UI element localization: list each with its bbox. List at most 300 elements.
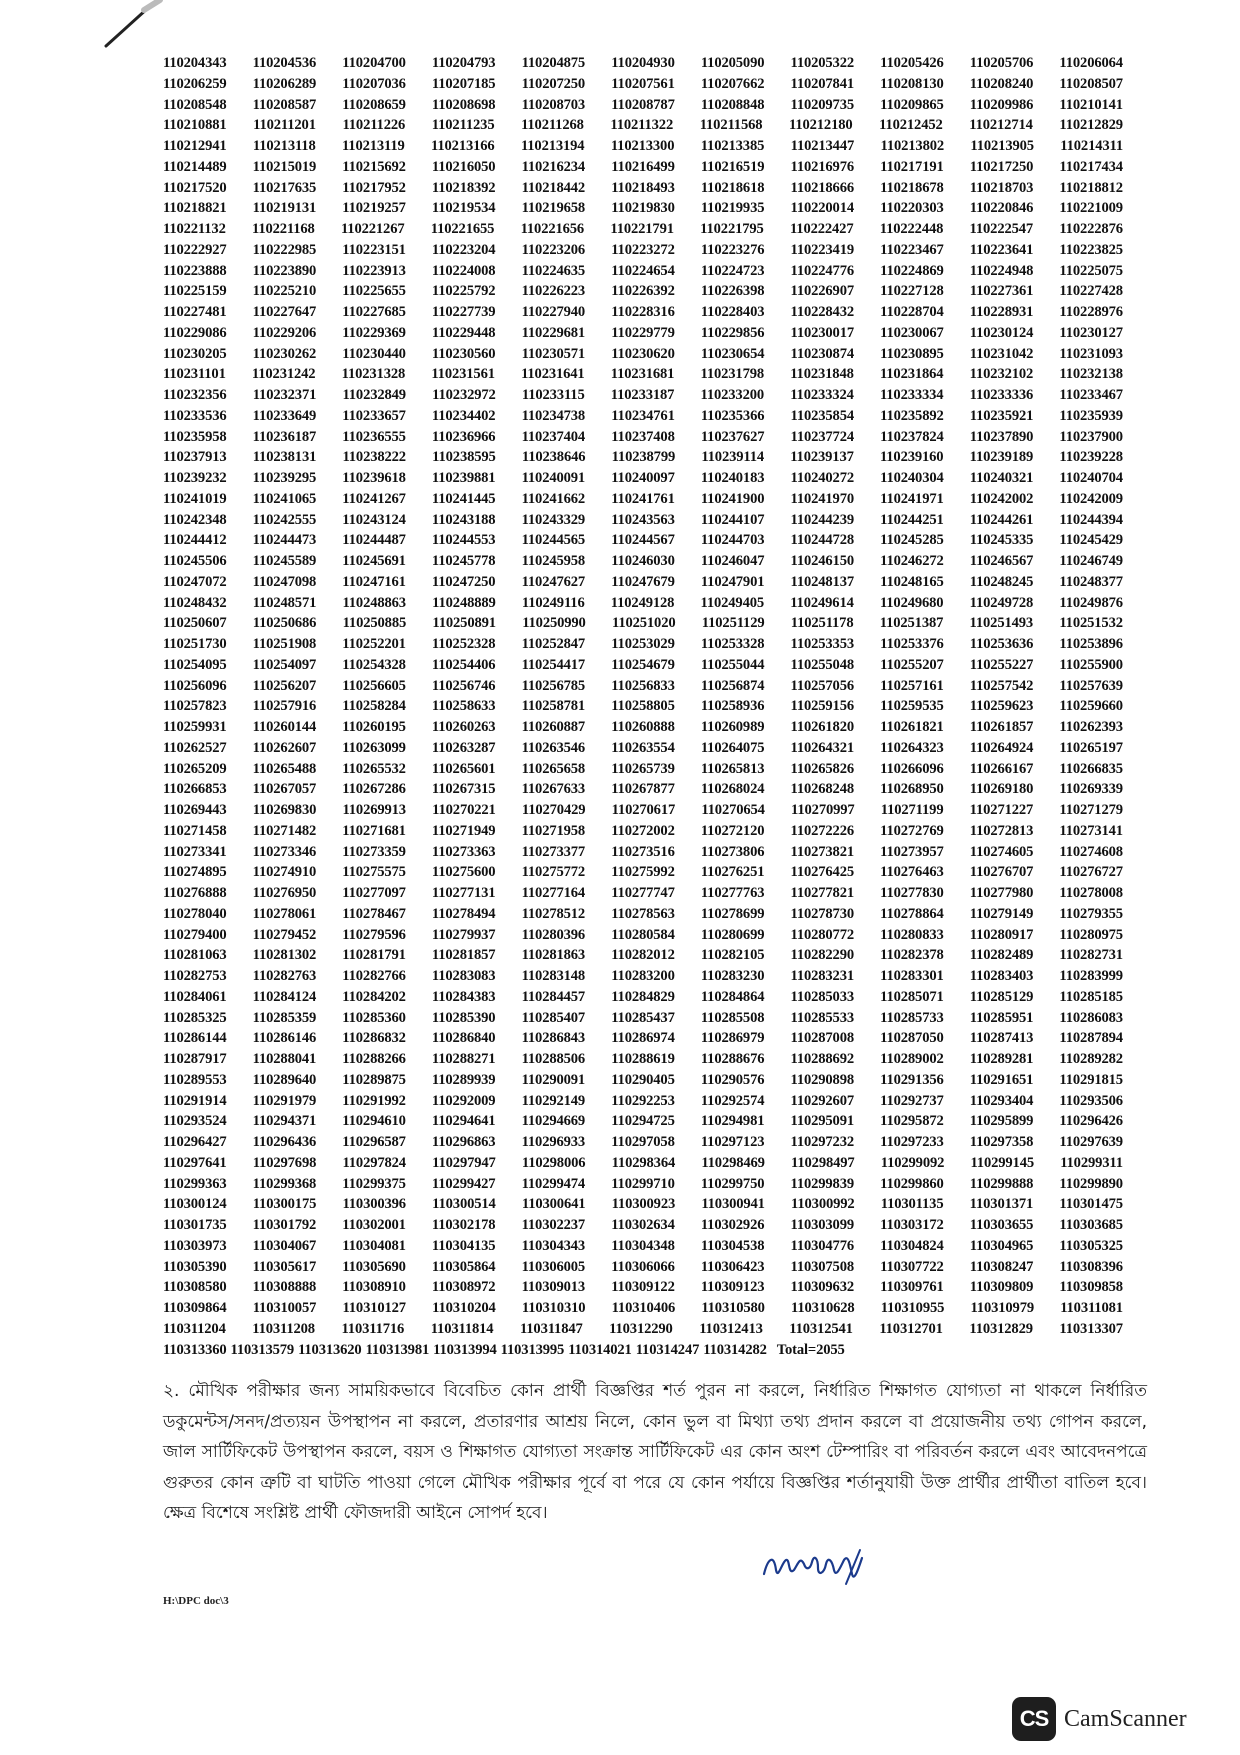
roll-number: 110282012 — [611, 947, 675, 964]
roll-number: 110287413 — [969, 1030, 1034, 1047]
roll-number: 110259931 — [163, 719, 227, 735]
roll-number: 110251020 — [611, 615, 676, 632]
roll-number: 110239137 — [790, 449, 854, 466]
roll-number: 110222427 — [789, 221, 854, 237]
roll-number: 110239295 — [252, 470, 317, 486]
roll-number: 110259623 — [969, 698, 1034, 715]
roll-row — [163, 240, 1123, 261]
roll-number: 110205090 — [700, 55, 765, 71]
roll-number: 110259660 — [1059, 698, 1123, 715]
roll-number: 110218442 — [521, 179, 586, 196]
roll-number: 110274605 — [969, 843, 1034, 860]
roll-number: 110224869 — [880, 262, 944, 279]
roll-number: 110212829 — [1059, 117, 1123, 134]
roll-number: 110244107 — [700, 511, 765, 528]
roll-number: 110294641 — [431, 1113, 496, 1130]
roll-row — [163, 1215, 1123, 1236]
roll-number: 110281857 — [431, 947, 496, 964]
roll-number: 110282763 — [252, 968, 317, 984]
roll-number: 110228704 — [880, 304, 944, 320]
roll-number: 110240272 — [790, 470, 855, 486]
roll-number: 110218618 — [700, 179, 765, 196]
roll-row — [163, 1340, 1123, 1361]
roll-number: 110310057 — [252, 1300, 317, 1316]
roll-number: 110240321 — [969, 470, 1034, 486]
roll-number: 110233657 — [342, 407, 406, 424]
roll-number: 110208698 — [431, 96, 496, 113]
roll-number: 110246272 — [880, 553, 944, 569]
roll-number: 110231561 — [431, 366, 495, 383]
roll-number: 110230440 — [342, 345, 406, 362]
roll-number: 110242348 — [163, 511, 227, 528]
roll-number: 110257639 — [1059, 677, 1123, 694]
roll-number: 110304776 — [790, 1237, 855, 1254]
roll-row — [163, 157, 1123, 178]
roll-row — [163, 344, 1123, 365]
roll-number: 110275600 — [431, 864, 496, 881]
roll-number: 110205426 — [880, 55, 944, 71]
roll-number: 110313360 — [163, 1341, 227, 1358]
roll-number: 110224776 — [790, 262, 855, 279]
roll-number: 110305390 — [163, 1258, 227, 1275]
roll-number: 110283230 — [700, 968, 765, 984]
roll-number: 110270997 — [791, 802, 855, 818]
roll-number: 110238646 — [521, 449, 586, 466]
roll-number: 110275575 — [342, 864, 406, 881]
roll-number: 110282766 — [342, 968, 406, 984]
roll-number: 110285359 — [252, 1009, 317, 1026]
roll-number: 110239189 — [969, 449, 1034, 466]
roll-number: 110265488 — [252, 760, 317, 777]
roll-row — [163, 800, 1123, 821]
roll-row — [163, 1257, 1123, 1278]
roll-number: 110289640 — [252, 1071, 317, 1088]
roll-number: 110283301 — [880, 968, 944, 984]
roll-number: 110243329 — [521, 511, 586, 528]
roll-number: 110312701 — [879, 1320, 943, 1337]
roll-number: 110281791 — [342, 947, 406, 964]
roll-number: 110223272 — [611, 241, 675, 258]
roll-number: 110299710 — [611, 1175, 675, 1192]
roll-row — [163, 219, 1123, 240]
roll-number: 110231798 — [700, 366, 765, 383]
roll-number: 110291979 — [252, 1092, 317, 1109]
roll-number: 110245691 — [342, 553, 406, 569]
roll-number: 110310127 — [342, 1300, 406, 1316]
roll-number: 110207561 — [611, 75, 675, 92]
roll-number: 110265601 — [431, 760, 496, 777]
roll-number: 110302634 — [611, 1217, 675, 1233]
roll-number: 110226392 — [611, 283, 675, 300]
roll-number: 110260887 — [521, 719, 586, 735]
roll-number: 110291651 — [969, 1071, 1034, 1088]
roll-number: 110277830 — [880, 885, 944, 901]
roll-number: 110208787 — [611, 96, 675, 113]
roll-number: 110247072 — [163, 573, 227, 590]
roll-number: 110303685 — [1059, 1217, 1123, 1233]
roll-number: 110219131 — [252, 200, 317, 217]
roll-number: 110244412 — [163, 532, 227, 549]
roll-number: 110274608 — [1059, 843, 1123, 860]
roll-number: 110233649 — [252, 407, 317, 424]
roll-number: 110304343 — [521, 1237, 586, 1254]
roll-number: 110235366 — [700, 407, 765, 424]
roll-number: 110242555 — [252, 511, 317, 528]
roll-number: 110217635 — [252, 179, 317, 196]
roll-number: 110269180 — [969, 781, 1034, 798]
roll-number: 110241662 — [521, 490, 586, 507]
roll-number: 110259156 — [790, 698, 855, 715]
roll-number: 110223467 — [880, 241, 944, 258]
roll-number: 110212452 — [879, 117, 943, 134]
roll-number: 110218812 — [1059, 179, 1123, 196]
roll-number: 110284864 — [700, 988, 765, 1005]
roll-number: 110223151 — [342, 241, 406, 258]
roll-number: 110284124 — [252, 988, 317, 1005]
roll-row — [163, 1174, 1123, 1195]
roll-number: 110289282 — [1059, 1051, 1123, 1067]
roll-number: 110227647 — [252, 304, 317, 320]
roll-number: 110232356 — [163, 387, 227, 403]
roll-number: 110247250 — [431, 573, 496, 590]
roll-number: 110300514 — [432, 1196, 496, 1213]
roll-row — [163, 1194, 1123, 1215]
roll-number: 110284061 — [163, 988, 227, 1005]
roll-number: 110295899 — [969, 1113, 1034, 1130]
roll-number: 110297058 — [611, 1134, 675, 1150]
roll-number: 110223276 — [700, 241, 765, 258]
roll-number: 110262527 — [163, 739, 227, 756]
roll-number: 110221655 — [430, 221, 495, 237]
condition-paragraph: ২. মৌখিক পরীক্ষার জন্য সাময়িকভাবে বিবেচিত কোন প্রার্থী বিজ্ঞপ্তির শর্ত পুরন না করলে, নির্ধারিত শিক্ষাগত যোগ্যতা না থাকলে নির্ধারিত ডকুমেন্টস/সনদ/প্রত্যয়ন উপস্থাপন না করলে, প্রতারণার আশ্রয় নিলে, কোন ভুল বা মিথ্যা তথ্য প্রদান করলে বা প্রয়োজনীয় তথ্য গোপন করলে, জাল সার্টিফিকেট উপস্থাপন করলে, বয়স ও শিক্ষাগত যোগ্যতা সংক্রান্ত সার্টিফিকেট এর কোন অংশ টেম্পারিং বা পরিবর্তন করলে এবং আবেদনপত্রে গুরুতর কোন ত্রুটি বা ঘাটতি পাওয়া গেলে মৌখিক পরীক্ষার পূর্বে বা পরে যে কোন পর্যায়ে বিজ্ঞপ্তির শর্তানুযায়ী উক্ত প্রার্থীর প্রার্থীতা বাতিল হবে। ক্ষেত্র বিশেষে সংশ্লিষ্ট প্রার্থী ফৌজদারী আইনে সোপর্দ হবে। — [163, 1381, 1147, 1523]
roll-number: 110311847 — [519, 1320, 583, 1337]
roll-number: 110266835 — [1059, 760, 1123, 777]
roll-number: 110253636 — [969, 636, 1034, 652]
roll-number: 110287917 — [163, 1051, 227, 1067]
roll-number: 110243124 — [342, 511, 406, 528]
roll-number: 110229206 — [252, 324, 317, 341]
roll-number: 110240097 — [611, 470, 675, 486]
roll-number: 110279452 — [252, 926, 317, 943]
roll-number: 110258781 — [521, 698, 586, 715]
roll-number: 110280699 — [700, 926, 765, 943]
roll-number: 110223204 — [431, 241, 496, 258]
roll-number: 110296863 — [431, 1134, 496, 1150]
roll-number: 110249128 — [610, 594, 675, 611]
roll-number: 110260195 — [342, 719, 406, 735]
roll-number: 110223419 — [790, 241, 855, 258]
roll-number: 110231864 — [879, 366, 944, 383]
roll-number: 110240091 — [521, 470, 586, 486]
roll-number: 110276251 — [700, 864, 765, 881]
roll-number: 110246150 — [790, 553, 855, 569]
roll-number: 110216519 — [700, 158, 765, 175]
roll-number: 110209986 — [969, 96, 1034, 113]
roll-number: 110285407 — [521, 1009, 586, 1026]
roll-number: 110260888 — [611, 719, 675, 735]
roll-number: 110262607 — [252, 739, 317, 756]
roll-number: 110230067 — [880, 324, 944, 341]
roll-row — [163, 862, 1123, 883]
roll-number: 110292009 — [431, 1092, 496, 1109]
roll-number: 110211201 — [253, 117, 316, 134]
roll-number: 110246749 — [1059, 553, 1123, 569]
roll-number: 110294981 — [700, 1113, 765, 1130]
roll-number: 110228403 — [700, 304, 765, 320]
roll-number: 110297123 — [700, 1134, 765, 1150]
roll-number: 110304538 — [700, 1237, 765, 1254]
roll-number: 110272120 — [700, 822, 765, 839]
roll-number: 110260989 — [700, 719, 765, 735]
roll-number: 110250607 — [163, 615, 227, 632]
roll-number: 110308972 — [431, 1279, 496, 1296]
roll-number: 110269913 — [342, 802, 406, 818]
roll-number: 110238595 — [432, 449, 496, 466]
roll-row — [163, 115, 1123, 136]
roll-row — [163, 1298, 1123, 1319]
roll-number: 110213119 — [341, 138, 405, 154]
roll-number: 110242009 — [1059, 490, 1123, 507]
roll-number: 110221791 — [610, 221, 674, 237]
roll-number: 110262393 — [1059, 719, 1123, 735]
roll-number: 110208548 — [163, 96, 227, 113]
roll-number: 110244251 — [880, 511, 944, 528]
roll-number: 110227428 — [1059, 283, 1123, 300]
roll-number: 110299092 — [880, 1154, 945, 1171]
roll-number: 110298364 — [611, 1154, 676, 1171]
roll-number: 110257916 — [252, 698, 317, 715]
roll-number: 110239618 — [342, 470, 406, 486]
roll-number: 110305325 — [1059, 1237, 1123, 1254]
roll-number: 110260144 — [252, 719, 317, 735]
roll-number: 110310204 — [432, 1300, 496, 1316]
roll-number: 110309761 — [880, 1279, 944, 1296]
roll-number: 110303172 — [880, 1217, 944, 1233]
roll-number: 110217434 — [1059, 158, 1123, 175]
roll-number: 110303099 — [790, 1217, 855, 1233]
roll-number: 110221168 — [251, 221, 315, 237]
roll-number: 110273341 — [163, 843, 227, 860]
roll-number: 110249876 — [1059, 594, 1123, 611]
roll-number: 110298469 — [701, 1154, 765, 1171]
roll-number: 110276463 — [880, 864, 944, 881]
roll-number: 110295872 — [880, 1113, 944, 1130]
roll-number: 110231328 — [341, 366, 406, 383]
roll-number: 110236555 — [342, 428, 406, 445]
roll-number: 110285951 — [969, 1009, 1034, 1026]
roll-number: 110229779 — [611, 324, 675, 341]
roll-number: 110213194 — [520, 138, 585, 154]
roll-number: 110313579 — [230, 1341, 295, 1358]
roll-number: 110208240 — [969, 75, 1034, 92]
roll-row — [163, 779, 1123, 800]
roll-number: 110277763 — [700, 885, 765, 901]
roll-number: 110247161 — [342, 573, 406, 590]
roll-number: 110251908 — [252, 636, 317, 652]
roll-number: 110290898 — [790, 1071, 855, 1088]
roll-number: 110276707 — [969, 864, 1034, 881]
roll-number: 110233324 — [790, 387, 854, 403]
roll-number: 110213802 — [880, 138, 945, 154]
roll-number: 110215692 — [342, 158, 406, 175]
roll-number: 110296436 — [252, 1134, 317, 1150]
roll-number: 110241267 — [342, 490, 406, 507]
roll-number: 110240704 — [1059, 470, 1123, 486]
roll-number: 110219658 — [521, 200, 586, 217]
roll-number: 110302926 — [700, 1217, 765, 1233]
roll-number: 110260263 — [431, 719, 496, 735]
roll-number: 110299145 — [970, 1154, 1034, 1171]
roll-number: 110225792 — [431, 283, 496, 300]
roll-number: 110255207 — [880, 656, 944, 673]
roll-number: 110225075 — [1059, 262, 1123, 279]
roll-number: 110305617 — [252, 1258, 317, 1275]
roll-number: 110211268 — [521, 117, 584, 134]
roll-number: 110273363 — [431, 843, 496, 860]
roll-number: 110225655 — [342, 283, 406, 300]
roll-number: 110254097 — [252, 656, 317, 673]
roll-number: 110205322 — [790, 55, 855, 71]
roll-number: 110213447 — [790, 138, 855, 154]
roll-number: 110227128 — [880, 283, 944, 300]
roll-number: 110241065 — [252, 490, 317, 507]
roll-number: 110299839 — [790, 1175, 855, 1192]
roll-number: 110219257 — [342, 200, 406, 217]
roll-number: 110223913 — [342, 262, 406, 279]
roll-number: 110235921 — [969, 407, 1034, 424]
roll-number: 110240304 — [880, 470, 944, 486]
roll-number: 110210881 — [163, 117, 227, 134]
roll-number: 110246047 — [700, 553, 765, 569]
roll-number: 110235892 — [880, 407, 944, 424]
roll-number: 110239114 — [701, 449, 765, 466]
roll-row — [163, 572, 1123, 593]
roll-number: 110267057 — [252, 781, 317, 798]
roll-number: 110311716 — [341, 1320, 405, 1337]
roll-row — [163, 302, 1123, 323]
roll-number: 110205706 — [969, 55, 1034, 71]
roll-number: 110227481 — [163, 304, 227, 320]
roll-number: 110241900 — [700, 490, 765, 507]
roll-number: 110252328 — [431, 636, 496, 652]
roll-number: 110254679 — [611, 656, 675, 673]
roll-number: 110306066 — [611, 1258, 675, 1275]
roll-row — [163, 406, 1123, 427]
roll-row — [163, 530, 1123, 551]
roll-number: 110263554 — [611, 739, 675, 756]
roll-number: 110217952 — [342, 179, 406, 196]
roll-number: 110280396 — [521, 926, 586, 943]
roll-row — [163, 634, 1123, 655]
roll-number: 110212714 — [969, 117, 1033, 134]
roll-number: 110223888 — [163, 262, 227, 279]
roll-number: 110273821 — [790, 843, 855, 860]
roll-row — [163, 53, 1123, 74]
roll-number: 110228931 — [969, 304, 1034, 320]
roll-number: 110208130 — [880, 75, 944, 92]
roll-number: 110233200 — [700, 387, 765, 403]
roll-number: 110283999 — [1059, 968, 1123, 984]
roll-number: 110221132 — [163, 221, 226, 237]
roll-number: 110282731 — [1059, 947, 1123, 964]
roll-number: 110211226 — [342, 117, 406, 134]
roll-number: 110222985 — [252, 241, 317, 258]
roll-number: 110304824 — [880, 1237, 944, 1254]
roll-number: 110296933 — [521, 1134, 586, 1150]
roll-row — [163, 178, 1123, 199]
roll-number: 110227739 — [431, 304, 496, 320]
roll-number: 110231681 — [610, 366, 675, 383]
roll-number: 110278467 — [342, 905, 406, 922]
roll-number: 110311204 — [163, 1320, 226, 1337]
roll-number: 110297641 — [163, 1154, 227, 1171]
roll-row — [163, 904, 1123, 925]
roll-number: 110297233 — [880, 1134, 944, 1150]
roll-number: 110277821 — [790, 885, 855, 901]
roll-number: 110266167 — [969, 760, 1034, 777]
roll-number: 110303973 — [163, 1237, 227, 1254]
roll-number: 110264075 — [700, 739, 765, 756]
roll-number: 110223641 — [969, 241, 1034, 258]
roll-number: 110282753 — [163, 968, 227, 984]
roll-number: 110250990 — [522, 615, 586, 632]
roll-number: 110251129 — [701, 615, 765, 632]
roll-number: 110235939 — [1059, 407, 1123, 424]
roll-number: 110218493 — [611, 179, 675, 196]
roll-number: 110251178 — [790, 615, 854, 632]
roll-row — [163, 987, 1123, 1008]
roll-row — [163, 1236, 1123, 1257]
roll-number: 110234402 — [431, 407, 496, 424]
roll-number: 110219935 — [700, 200, 765, 217]
roll-row — [163, 883, 1123, 904]
roll-number: 110280833 — [880, 926, 944, 943]
roll-number: 110224654 — [611, 262, 675, 279]
roll-number: 110229856 — [700, 324, 765, 341]
roll-number: 110268024 — [700, 781, 765, 798]
roll-number: 110218392 — [431, 179, 496, 196]
roll-number: 110285390 — [431, 1009, 496, 1026]
roll-number: 110229448 — [431, 324, 496, 341]
roll-number: 110264323 — [880, 739, 944, 756]
roll-number: 110250891 — [432, 615, 496, 632]
roll-number: 110232138 — [1059, 366, 1123, 383]
roll-number: 110230124 — [969, 324, 1034, 341]
roll-number: 110271681 — [342, 822, 406, 839]
roll-number: 110232102 — [969, 366, 1034, 383]
roll-number: 110276727 — [1059, 864, 1123, 881]
roll-number: 110214311 — [1060, 138, 1123, 154]
roll-number: 110213300 — [610, 138, 675, 154]
roll-number: 110257542 — [969, 677, 1034, 694]
roll-number: 110301735 — [163, 1217, 227, 1233]
roll-number: 110266096 — [880, 760, 944, 777]
roll-number: 110299750 — [700, 1175, 765, 1192]
roll-number: 110304348 — [611, 1237, 675, 1254]
roll-number: 110230895 — [880, 345, 944, 362]
roll-number: 110277747 — [611, 885, 675, 901]
roll-number: 110231042 — [969, 345, 1034, 362]
roll-number: 110283403 — [969, 968, 1034, 984]
roll-number: 110299311 — [1060, 1154, 1123, 1171]
roll-number: 110269443 — [163, 802, 227, 818]
roll-number: 110222547 — [969, 221, 1034, 237]
roll-number: 110312290 — [609, 1320, 673, 1337]
roll-number: 110273141 — [1059, 822, 1123, 839]
roll-number: 110310955 — [880, 1300, 945, 1316]
roll-number: 110313995 — [500, 1341, 565, 1358]
roll-number: 110243188 — [431, 511, 496, 528]
